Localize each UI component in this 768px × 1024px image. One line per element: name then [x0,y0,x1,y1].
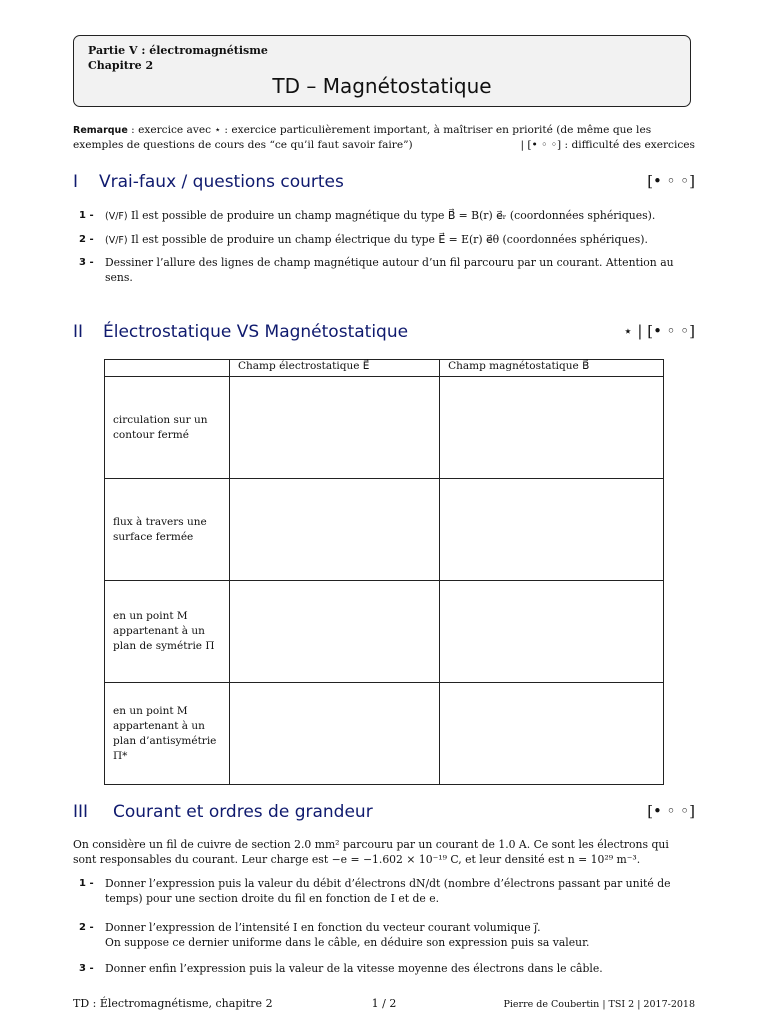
question-text: Il est possible de produire un champ magnétique du type B⃗ = B(r) e⃗ᵣ (coordonnées sphériques). [131,209,656,222]
question [73,961,695,976]
page-number: 1 / 2 [371,997,397,1010]
column-header: Champ électrostatique E⃗ [230,360,440,377]
answer-cell [230,377,440,479]
question-text: Donner enfin l’expression puis la valeur de la vitesse moyenne des électrons dans le câble. [105,962,603,975]
row-label: flux à travers une surface fermée [105,479,230,581]
question-text: Donner l’expression puis la valeur du débit d’électrons dN/dt (nombre d’électrons passant par unité de temps) pour une section droite du fil en fonction de I et de e. [105,877,671,905]
header-box [73,35,691,107]
answer-cell [230,479,440,581]
table-corner-cell [105,360,230,377]
page-footer [73,997,695,1010]
page-title: TD – Magnétostatique [272,74,492,98]
table-row [105,377,664,479]
question-text: Dessiner l’allure des lignes de champ magnétique autour d’un fil parcouru par un courant. Attention au sens. [105,256,674,284]
question-text: Il est possible de produire un champ électrique du type E⃗ = E(r) e⃗θ (coordonnées sphériques). [131,233,648,246]
section3-intro: On considère un fil de cuivre de section 2.0 mm² parcouru par un courant de 1.0 A. Ce sont les électrons qui sont responsables du courant. Leur charge est −e = −1.602 × 10⁻¹⁹ C, et leur densité est n = 10²⁹ m⁻³. [73,838,669,866]
question [73,208,695,224]
table-row [105,581,664,683]
row-label: en un point M appartenant à un plan de symétrie Π [105,581,230,683]
section-title: Courant et ordres de grandeur [113,802,373,822]
section-number: I [73,172,79,192]
part-label: Partie V : électromagnétisme [88,44,268,57]
table-row [105,479,664,581]
answer-cell [440,479,664,581]
answer-cell [440,683,664,785]
table-row [105,683,664,785]
table-header-row [105,360,664,377]
question [73,920,695,950]
row-label: circulation sur un contour fermé [105,377,230,479]
question-number: 3 - [79,257,94,268]
section-number: II [73,322,84,342]
question-tag: (V/F) [105,235,128,246]
row-label: en un point M appartenant à un plan d’antisymétrie Π* [105,683,230,785]
chapter-label: Chapitre 2 [88,59,154,72]
remark-label: Remarque [73,125,128,136]
question [73,876,695,906]
section-heading-2 [73,322,695,342]
footer-right: Pierre de Coubertin | TSI 2 | 2017-2018 [503,999,695,1010]
question-text-continued: On suppose ce dernier uniforme dans le câble, en déduire son expression puis sa valeur. [105,936,590,949]
question [73,232,695,248]
section-heading-3 [73,802,695,822]
question-number: 1 - [79,878,94,889]
answer-cell [230,581,440,683]
question-tag: (V/F) [105,211,128,222]
section-title: Vrai-faux / questions courtes [99,172,344,192]
question-text: Donner l’expression de l’intensité I en fonction du vecteur courant volumique j⃗. [105,921,541,934]
footer-left: TD : Électromagnétisme, chapitre 2 [73,997,273,1010]
difficulty-rating: [• ◦ ◦] [647,172,695,190]
difficulty-rating: [• ◦ ◦] [647,802,695,820]
question-number: 3 - [79,963,94,974]
section-heading-1 [73,172,695,192]
remark-text: : exercice avec ⋆ : exercice particulièrement important, à maîtriser en priorité (de même que les exemples de questions de cours des “ce qu’il faut savoir faire”) [73,124,652,151]
answer-cell [440,581,664,683]
question-number: 2 - [79,922,94,933]
section-title: Électrostatique VS Magnétostatique [103,322,409,342]
question-number: 1 - [79,210,94,221]
answer-cell [230,683,440,785]
difficulty-legend: | [• ◦ ◦] : difficulté des exercices [520,139,695,151]
answer-cell [440,377,664,479]
comparison-table [104,359,664,785]
remark [73,123,695,153]
question-number: 2 - [79,234,94,245]
section-number: III [73,802,89,822]
column-header: Champ magnétostatique B⃗ [440,360,664,377]
difficulty-rating: ⋆ | [• ◦ ◦] [623,322,695,340]
question [73,255,695,285]
